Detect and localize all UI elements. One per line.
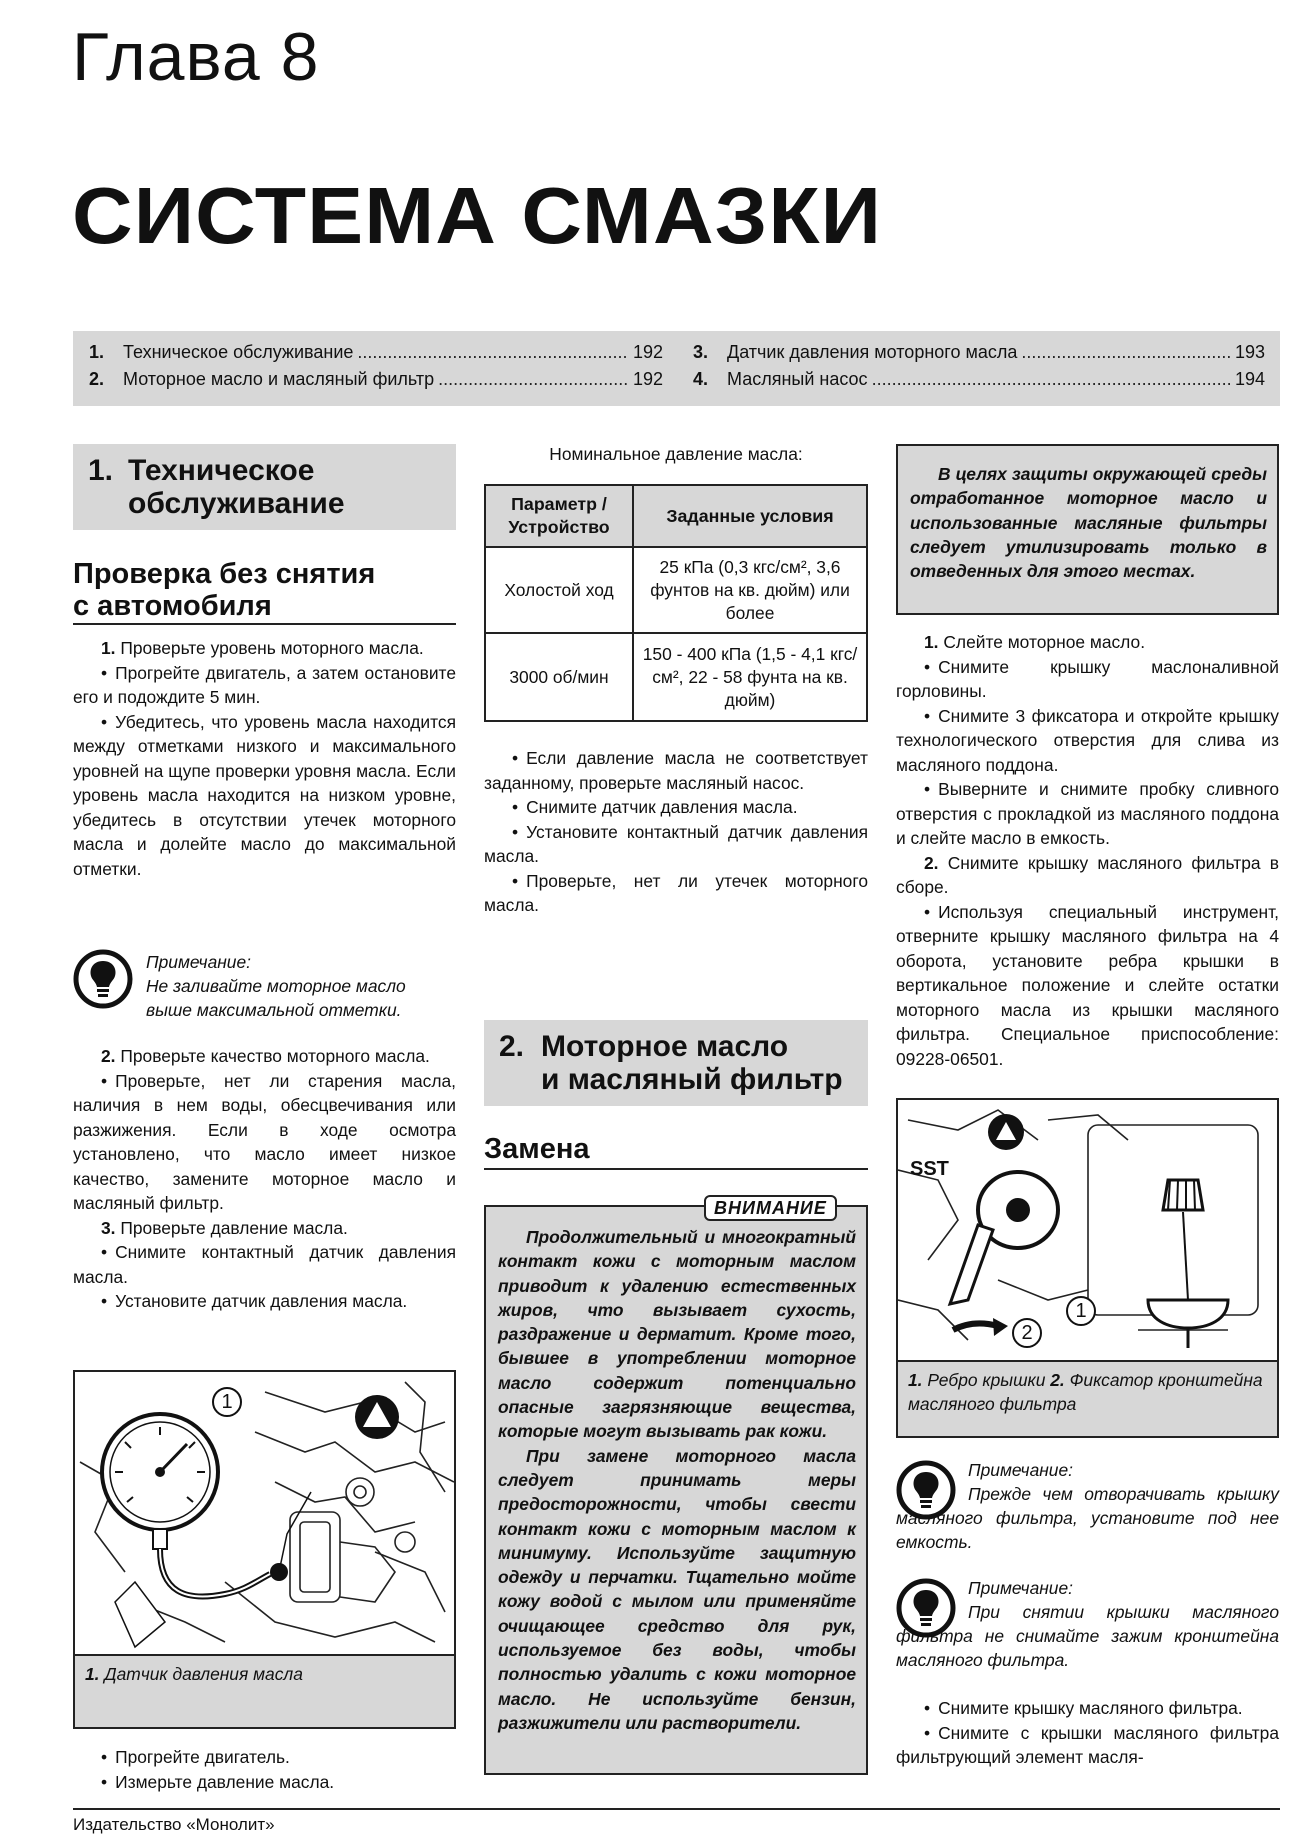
toc-leader <box>872 369 1231 390</box>
caption-text: Датчик давления масла <box>104 1664 303 1684</box>
table-header-cell: Заданные условия <box>633 485 867 547</box>
toc-page-number: 192 <box>632 369 663 389</box>
step-number: 1. <box>101 638 116 658</box>
step-number: 1. <box>924 632 939 652</box>
subsection-rule <box>73 623 456 625</box>
callout-marker: 1 <box>212 1387 242 1417</box>
toc-entry[interactable] <box>89 342 663 368</box>
table-cell: 3000 об/мин <box>485 633 633 721</box>
warning-label: ВНИМАНИЕ <box>704 1195 837 1221</box>
toc-title: Техническое обслуживание <box>123 342 354 362</box>
toc-title: Моторное масло и масляный фильтр <box>123 369 435 389</box>
warning-paragraph: При замене моторного масла следует принимать меры предосторожности, чтобы свести контакт кожи с моторным маслом к минимуму. Используйте защитную одежду и перчатки. Тщательно мойте кожу водой с мылом или применяйте очищающее средство для рук, используемое без воды, чтобы полностью удалить с кожи моторное масло. Не используйте бензин, разжижители или растворители. <box>498 1445 856 1733</box>
toc-entry[interactable] <box>693 342 1265 368</box>
toc-number: 2. <box>89 369 105 389</box>
subsection-heading: Замена <box>484 1133 590 1165</box>
toc-number: 1. <box>89 342 105 362</box>
bullet-paragraph: • Снимите с крышки масляного фильтра фильтрующий элемент масля- <box>896 1721 1279 1770</box>
chapter-title: СИСТЕМА СМАЗКИ <box>72 171 883 260</box>
toc-leader <box>438 369 629 390</box>
step-paragraph <box>896 630 1279 655</box>
section-title-line: обслуживание <box>128 487 345 520</box>
table-cell: 150 - 400 кПа (1,5 - 4,1 кгс/см², 22 - 58 фунта на кв. дюйм) <box>633 633 867 721</box>
left-column-text-1 <box>73 636 456 881</box>
step-text: Слейте моторное масло. <box>943 632 1146 652</box>
bullet-paragraph: • Убедитесь, что уровень масла находится между отметками низкого и максимального уровней на щупе проверки уровня масла. Если уровень масла находится на низком уровне, убедитесь в отсутствии утечек моторного масла и долейте масло до максимальной отметки. <box>73 710 456 882</box>
note-label: Примечание: <box>146 952 251 972</box>
bullet-paragraph: • Снимите крышку масляного фильтра. <box>896 1696 1279 1721</box>
section-title-line: Техническое <box>128 454 315 487</box>
bullet-paragraph: • Используя специальный инструмент, отверните крышку масляного фильтра на 4 оборота, установите ребра крышки в вертикальное положение и слейте остатки моторного масла из крышки масляного фильтра. Специальное приспособление: 09228-06501. <box>896 900 1279 1072</box>
right-column-text-1 <box>896 630 1279 1071</box>
bullet-paragraph: • Снимите датчик давления масла. <box>484 795 868 820</box>
step-number: 2. <box>924 852 939 873</box>
sst-label: SST <box>910 1158 949 1180</box>
toc-title: Датчик давления моторного масла <box>727 342 1018 362</box>
publisher-name: Издательство «Монолит» <box>73 1815 275 1834</box>
step-text: Проверьте давление масла. <box>120 1217 348 1238</box>
oil-pressure-table <box>484 484 868 722</box>
step-paragraph <box>73 1044 456 1069</box>
section-title-line: и масляный фильтр <box>541 1063 843 1096</box>
note-block <box>146 950 456 1022</box>
table-header-row <box>485 485 867 547</box>
table-cell: 25 кПа (0,3 кгс/см², 3,6 фунтов на кв. дюйм) или более <box>633 547 867 633</box>
step-number: 3. <box>101 1217 116 1238</box>
lightbulb-icon <box>73 949 133 1009</box>
step-text: Проверьте уровень моторного масла. <box>120 638 424 658</box>
oil-pressure-gauge-illustration <box>75 1372 454 1654</box>
step-paragraph <box>73 1216 456 1241</box>
note-label: Примечание: <box>968 1578 1073 1598</box>
subsection-heading-line: с автомобиля <box>73 590 272 622</box>
toc-number: 4. <box>693 369 709 389</box>
section-number: 1. <box>88 454 114 487</box>
middle-column-text <box>484 746 868 918</box>
bullet-paragraph: • Снимите контактный датчик давления масла. <box>73 1240 456 1289</box>
caption-number: 2. <box>1050 1370 1065 1390</box>
environment-note-box <box>896 444 1279 615</box>
toc-page-number: 194 <box>1234 369 1265 389</box>
bullet-paragraph: • Снимите 3 фиксатора и откройте крышку технологического отверстия для слива из масляного поддона. <box>896 704 1279 778</box>
note-text: При снятии крышки масляного фильтра не снимайте зажим кронштейна масляного фильтра. <box>896 1602 1279 1670</box>
step-paragraph <box>73 636 456 661</box>
step-text: Проверьте качество моторного масла. <box>120 1046 430 1066</box>
warning-paragraph: Продолжительный и многократный контакт кожи с моторным маслом приводит к удалению естественных жиров, что вызывает сухость, раздражение и дерматит. Кроме того, бывшее в употреблении моторное масло содержит потенциально опасные загрязняющие вещества, которые могут вызывать рак кожи. <box>498 1227 856 1442</box>
step-paragraph <box>896 851 1279 900</box>
toc-page-number: 193 <box>1234 342 1265 362</box>
table-row <box>485 547 867 633</box>
note-label: Примечание: <box>968 1460 1073 1480</box>
section-title-line: Моторное масло <box>541 1030 789 1063</box>
section-1-heading <box>73 444 456 530</box>
note-text: Не заливайте моторное масло выше максимальной отметки. <box>146 976 406 1020</box>
table-cell: Холостой ход <box>485 547 633 633</box>
left-column-text-2 <box>73 1044 456 1314</box>
bullet-paragraph: • Выверните и снимите пробку сливного отверстия с прокладкой из масляного поддона и слейте масло в емкость. <box>896 777 1279 851</box>
table-header-cell: Параметр / Устройство <box>485 485 633 547</box>
bullet-paragraph: • Установите контактный датчик давления масла. <box>484 820 868 869</box>
figure-oil-pressure-gauge <box>73 1370 456 1729</box>
toc-entry[interactable] <box>89 369 663 395</box>
section-2-heading <box>484 1020 868 1106</box>
figure-caption <box>75 1654 454 1727</box>
bullet-paragraph: • Прогрейте двигатель, а затем остановите его и подождите 5 мин. <box>73 661 456 710</box>
warning-box <box>484 1198 868 1775</box>
bullet-paragraph: • Если давление масла не соответствует заданному, проверьте масляный насос. <box>484 746 868 795</box>
note-block <box>896 1576 1279 1672</box>
step-number: 2. <box>101 1046 116 1066</box>
toc-number: 3. <box>693 342 709 362</box>
callout-marker: 2 <box>1012 1318 1042 1348</box>
caption-number: 1. <box>908 1370 923 1390</box>
environment-note-text: В целях защиты окружающей среды отработанное моторное масло и использованные масляные фильтры следует утилизировать только в отведенных для этого местах. <box>910 464 1267 582</box>
chapter-label: Глава 8 <box>72 19 320 95</box>
step-text: Снимите крышку масляного фильтра в сборе. <box>896 852 1279 897</box>
toc-entry[interactable] <box>693 369 1265 395</box>
bullet-paragraph: • Проверьте, нет ли старения масла, наличия в нем воды, обесцвечивания или разжижения. Если в ходе осмотра установлено, что масло имеет низкое качество, замените моторное масло и масляный фильтр. <box>73 1069 456 1216</box>
table-row <box>485 633 867 721</box>
toc-title: Масляный насос <box>727 369 868 389</box>
bullet-paragraph: • Проверьте, нет ли утечек моторного масла. <box>484 869 868 918</box>
toc-leader <box>1021 342 1231 363</box>
section-number: 2. <box>499 1030 525 1063</box>
toc-leader <box>357 342 629 363</box>
caption-text: Ребро крышки <box>927 1370 1046 1390</box>
left-column-text-3 <box>73 1745 456 1794</box>
subsection-heading-line: Проверка без снятия <box>73 558 376 590</box>
right-column-text-2 <box>896 1696 1279 1770</box>
chapter-contents <box>73 331 1280 406</box>
caption-text: Фиксатор кронштейна масляного фильтра <box>908 1370 1263 1414</box>
subsection-rule <box>484 1168 868 1170</box>
footer-rule <box>73 1808 1280 1810</box>
bullet-paragraph: • Прогрейте двигатель. <box>73 1745 456 1770</box>
bullet-paragraph: • Измерьте давление масла. <box>73 1770 456 1795</box>
figure-oil-filter-cap <box>896 1098 1279 1438</box>
bullet-paragraph: • Установите датчик давления масла. <box>73 1289 456 1314</box>
bullet-paragraph: • Снимите крышку маслоналивной горловины. <box>896 655 1279 704</box>
figure-caption <box>898 1360 1277 1436</box>
note-text: Прежде чем отворачивать крышку масляного фильтра, установите под нее емкость. <box>896 1484 1279 1552</box>
toc-page-number: 192 <box>632 342 663 362</box>
note-block <box>896 1458 1279 1554</box>
callout-marker: 1 <box>1066 1296 1096 1326</box>
table-intro: Номинальное давление масла: <box>549 444 803 464</box>
caption-number: 1. <box>85 1664 100 1684</box>
warning-text <box>498 1225 856 1735</box>
